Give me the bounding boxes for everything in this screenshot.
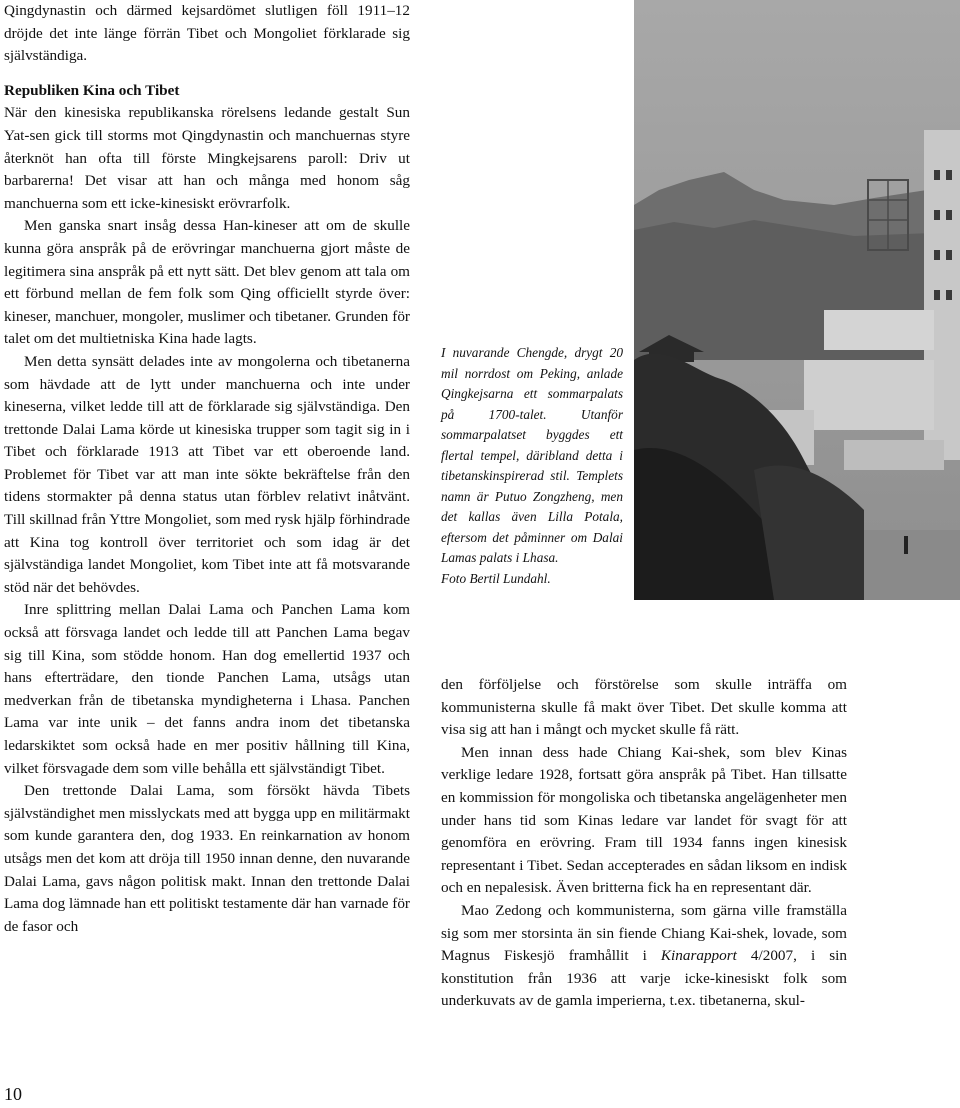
paragraph-text: Mao Zedong och kommunisterna, som gärna ville framställa sig som mer storsinta än sin fiende Chiang Kai-shek, lovade, som Magnus Fiskesjö framhållit i <box>441 901 847 965</box>
body-paragraph <box>441 900 847 1013</box>
paragraph-text: 4/2007, i sin konstitution från 1936 att varje icke-kinesiskt folk som underkuvats av de gamla imperierna, t.ex. tibetanerna, skul- <box>441 947 847 1010</box>
temple-photo <box>634 0 960 600</box>
body-paragraph: den förföljelse och förstörelse som skulle inträffa om kommunisterna skulle få makt över Tibet. Det skulle komma att visa sig att han i mångt och mycket skulle få rätt. <box>441 676 847 739</box>
body-paragraph: Inre splittring mellan Dalai Lama och Panchen Lama kom också att försvaga landet och ledde till att Panchen Lama begav sig till Kina, som stödde honom. Han dog emellertid 1937 och hans efterträdare, den tionde Panchen Lama, utsågs utan medverkan från de tibetanska myndigheterna i Lhasa. Panchen Lama var inte unik – det fanns andra inom det tibetanska ledarskiktet som också hade en mer positiv hållning till Kina, vilket försvagade dem som ville behålla ett självständigt Tibet. <box>4 601 410 777</box>
body-paragraph: När den kinesiska republikanska rörelsens ledande gestalt Sun Yat-sen gick till storms mot Qingdynastin och manchuernas styre återknöt han ofta till förste Mingkejsarens paroll: Driv ut barbarerna! Det visar att han och många med honom såg manchuerna som ett icke-kinesiskt erövrarfolk. <box>4 104 410 212</box>
body-paragraph: Men detta synsätt delades inte av mongolerna och tibetanerna som hävdade att de lytt under manchuerna och inte under kineserna, vilket ledde till att de förklarade sig självständiga. Den trettonde Dalai Lama körde ut kinesiska trupper som tagit sig in i Tibet och förklarade 1913 att Tibet var ett oberoende land. Problemet för Tibet var att man inte sökte bekräftelse från den tidens stormakter på denna status utan förblev relativt inåtvänt. Till skillnad från Yttre Mongoliet, som med rysk hjälp förhindrade att Kina tog kontroll över territoriet och som idag är det självständiga landet Mongoliet, kom Tibet inte att få motsvarande stöd när det behövdes. <box>4 352 410 596</box>
body-paragraph: Men innan dess hade Chiang Kai-shek, som blev Kinas verklige ledare 1928, fortsatt göra anspråk på Tibet. Han tillsatte en kommission för mongoliska och tibetanska angelägenheter men under hans tid som Kinas ledare var landet för svagt för att genomföra en erövring. Fram till 1934 fanns ingen kinesisk representant i Tibet. Sedan accepterades en sådan liksom en indisk och en nepalesisk. Även britterna fick ha en representant där. <box>441 743 847 897</box>
left-text-column <box>4 0 410 938</box>
photo-illustration <box>634 0 960 600</box>
body-paragraph: Men ganska snart insåg dessa Han-kineser att om de skulle kunna göra anspråk på de erövringar manchuerna gjort måste de legitimera sina anspråk på ett nytt sätt. Det blev genom att tala om ett förbund mellan de fem folk som Qing officiellt styrde över: kineser, manchuer, mongoler, muslimer och tibetaner. Grunden för talet om det multietniska Kina hade lagts. <box>4 217 410 348</box>
caption-text: I nuvarande Chengde, drygt 20 mil norrdost om Peking, anlade Qingkejsarna ett sommarpalats på 1700-talet. Utanför sommarpalatset byggdes ett flertal tempel, däribland detta i tibetanskinspirerad stil. Templets namn är Putuo Zongzheng, men det kallas även Lilla Potala, eftersom det påminner om Dalai Lamas palats i Lhasa. <box>441 345 623 565</box>
page-number: 10 <box>4 1084 22 1104</box>
photo-credit: Foto Bertil Lundahl. <box>441 570 551 586</box>
photo-caption <box>441 343 623 589</box>
section-heading: Republiken Kina och Tibet <box>4 81 180 99</box>
right-text-column <box>441 674 847 1013</box>
intro-paragraph: Qingdynastin och därmed kejsardömet slutligen föll 1911–12 dröjde det inte länge förrän Tibet och Mongoliet förklarade sig självständiga. <box>4 2 410 65</box>
publication-title: Kinarapport <box>660 947 737 965</box>
body-paragraph: Den trettonde Dalai Lama, som försökt hävda Tibets självständighet men misslyckats med att bygga upp en militärmakt som kunde garantera den, dog 1933. En reinkarnation av honom utsågs men det kom att dröja till 1950 innan denne, den nuvarande Dalai Lama, gavs någon politisk makt. Innan den trettonde Dalai Lama dog lämnade han ett politiskt testamente där han varnade för de fasor och <box>4 782 410 935</box>
